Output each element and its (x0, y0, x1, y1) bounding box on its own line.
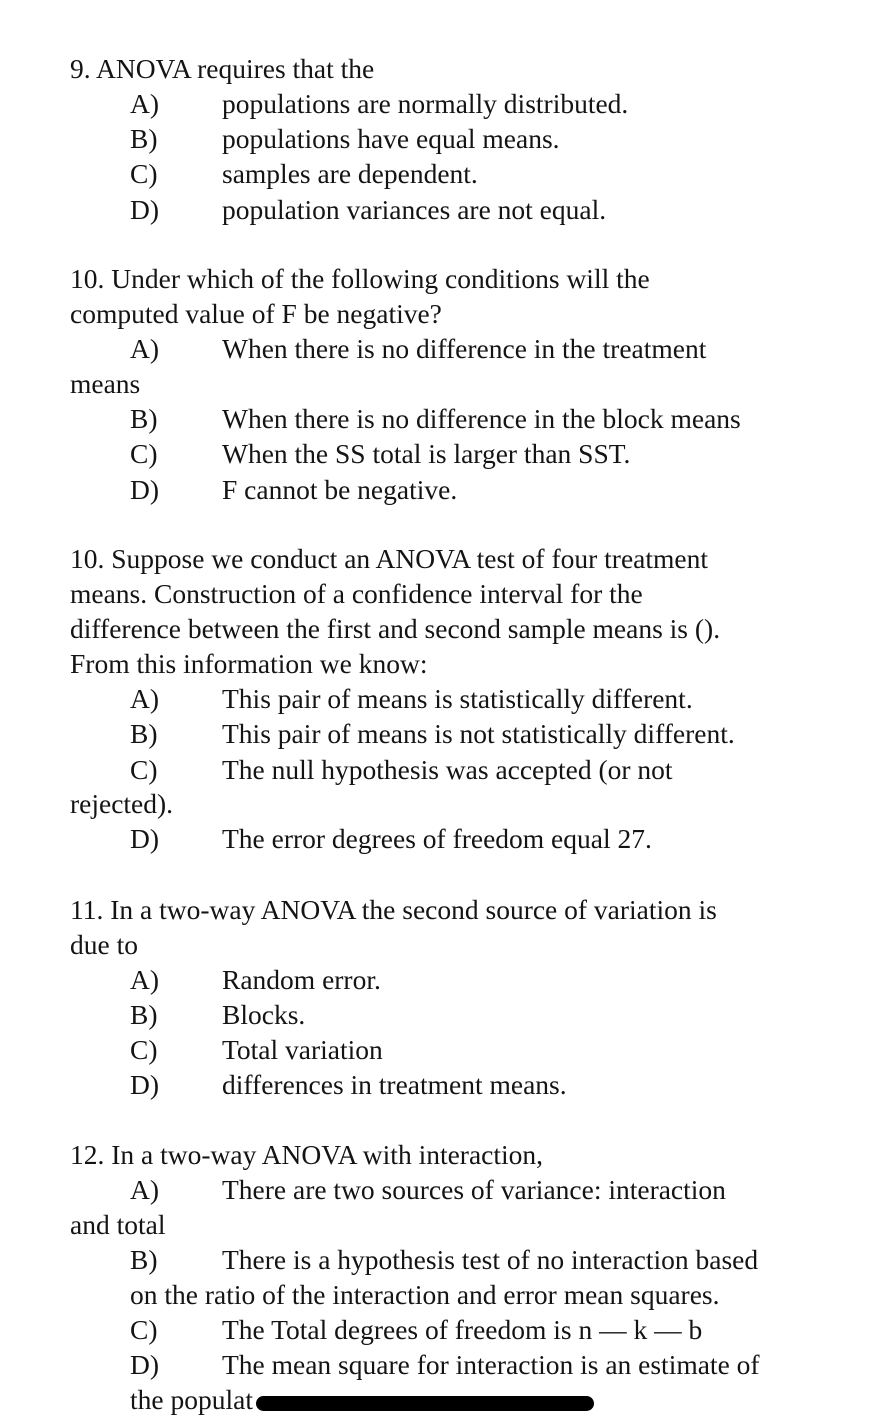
question-10a-stem: computed value of F be negative? (70, 298, 442, 329)
question-11-stem: due to (70, 929, 138, 960)
option-letter: D) (130, 194, 160, 225)
option-text: F cannot be negative. (222, 474, 458, 505)
option-text: The null hypothesis was accepted (or not (222, 754, 673, 785)
option-letter: B) (130, 403, 158, 434)
option-text: rejected). (70, 788, 174, 819)
option-letter: C) (130, 438, 158, 469)
option-text: the populat (130, 1384, 253, 1415)
option-text: This pair of means is not statistically different. (222, 718, 735, 749)
option-text: The Total degrees of freedom is n — k — b (222, 1314, 703, 1345)
option-letter: A) (130, 1174, 160, 1205)
option-text: population variances are not equal. (222, 194, 607, 225)
option-letter: B) (130, 1244, 158, 1275)
option-text: When the SS total is larger than SST. (222, 438, 631, 469)
option-letter: A) (130, 88, 160, 119)
option-text: on the ratio of the interaction and error mean squares. (130, 1279, 720, 1310)
option-letter: C) (130, 754, 158, 785)
option-letter: C) (130, 1034, 158, 1065)
option-text: When there is no difference in the treatment (222, 333, 707, 364)
option-letter: B) (130, 123, 158, 154)
option-letter: D) (130, 1069, 160, 1100)
question-10b-stem: 10. Suppose we conduct an ANOVA test of four treatment (70, 543, 708, 574)
option-letter: B) (130, 718, 158, 749)
option-text: When there is no difference in the block means (222, 403, 741, 434)
question-9-stem: 9. ANOVA requires that the (70, 53, 375, 84)
option-letter: D) (130, 823, 160, 854)
option-text: The mean square for interaction is an estimate of (222, 1349, 760, 1380)
option-letter: B) (130, 999, 158, 1030)
option-letter: D) (130, 1349, 160, 1380)
option-text: Random error. (222, 964, 381, 995)
option-text: differences in treatment means. (222, 1069, 567, 1100)
option-text: There are two sources of variance: interaction (222, 1174, 726, 1205)
option-text: Total variation (222, 1034, 383, 1065)
option-text: samples are dependent. (222, 158, 478, 189)
option-text: There is a hypothesis test of no interaction based (222, 1244, 759, 1275)
option-text: Blocks. (222, 999, 306, 1030)
option-letter: C) (130, 1314, 158, 1345)
redaction-bar (256, 1396, 594, 1411)
question-10a-stem: 10. Under which of the following conditions will the (70, 263, 650, 294)
option-text: means (70, 368, 141, 399)
option-letter: C) (130, 158, 158, 189)
option-text: populations are normally distributed. (222, 88, 629, 119)
option-text: This pair of means is statistically different. (222, 683, 693, 714)
option-letter: A) (130, 964, 160, 995)
option-letter: A) (130, 333, 160, 364)
question-10b-stem: difference between the first and second sample means is (). (70, 613, 721, 644)
option-text: and total (70, 1209, 166, 1240)
question-10b-stem: means. Construction of a confidence interval for the (70, 578, 643, 609)
question-12-stem: 12. In a two-way ANOVA with interaction, (70, 1139, 544, 1170)
question-11-stem: 11. In a two-way ANOVA the second source of variation is (70, 894, 717, 925)
option-text: The error degrees of freedom equal 27. (222, 823, 652, 854)
option-text: populations have equal means. (222, 123, 560, 154)
option-letter: D) (130, 474, 160, 505)
option-letter: A) (130, 683, 160, 714)
question-10b-stem: From this information we know: (70, 648, 428, 679)
